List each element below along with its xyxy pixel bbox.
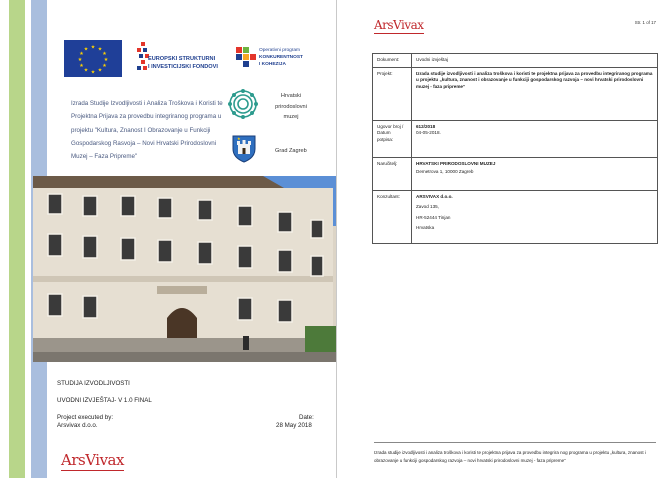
table-row bbox=[373, 67, 658, 120]
executed-by-label: Project executed by: bbox=[57, 414, 114, 421]
table-row bbox=[373, 157, 658, 190]
date-label: Date: bbox=[299, 414, 314, 421]
page-number: Str. 1 of 17 bbox=[634, 20, 656, 25]
svg-text:★: ★ bbox=[237, 136, 241, 141]
green-stripe bbox=[9, 0, 25, 478]
svg-text:★: ★ bbox=[102, 51, 107, 57]
zagreb-coat-of-arms-icon bbox=[232, 135, 256, 163]
table-row bbox=[373, 120, 658, 157]
narucitelj-value: HRVATSKI PRIRODOSLOVNI MUZEJ Demetrova 1, 10000 Zagreb bbox=[412, 157, 658, 190]
op-logo-text: Operativni program KONKURENTNOST I KOHEZIJA bbox=[259, 48, 303, 67]
svg-text:★: ★ bbox=[83, 67, 89, 74]
arsvivax-logo: ArsVivax bbox=[61, 451, 124, 469]
date-value: 28 May 2018 bbox=[276, 422, 312, 429]
svg-text:★: ★ bbox=[77, 57, 83, 63]
museum-logo-icon bbox=[228, 89, 258, 119]
svg-text:★: ★ bbox=[90, 69, 96, 76]
svg-text:★: ★ bbox=[79, 63, 84, 69]
museum-building-photo bbox=[33, 176, 336, 362]
arsvivax-header-logo: ArsVivax bbox=[374, 18, 424, 32]
dokument-label: Dokument: bbox=[373, 54, 412, 68]
cover-title: Izrada Studije Izvodljivosti i Analiza Troškova i Koristi te Projektna Prijava za provedbu integriranog programa u projektu "Kultura, Znanost I Obrazovanje u Funkciji Gospodarskog Rasvoja – Novi Hrvatski Prirodoslovni Muzej – Faza Pripreme" bbox=[71, 100, 223, 161]
zagreb-logo-text: Grad Zagreb bbox=[275, 148, 307, 154]
dokument-value: Uvodni izvještaj bbox=[412, 54, 658, 68]
svg-text:★: ★ bbox=[83, 46, 89, 53]
svg-text:★: ★ bbox=[103, 57, 109, 63]
svg-text:★: ★ bbox=[97, 67, 103, 74]
footer-text: Izrada studije izvodljivosti i analiza troškova i koristi te projektna prijava za provedbu integrira nog programa u projektu „kultura, znanost i obrazovanje u funkciji gospodarskog razvoja – novi hrvatski prirodoslovni muzej - faza pripreme“ bbox=[374, 450, 646, 463]
svg-text:★: ★ bbox=[97, 46, 103, 53]
executed-by-value: Arsvivax d.o.o. bbox=[57, 422, 98, 429]
table-row bbox=[373, 190, 658, 243]
document-info-table bbox=[372, 53, 658, 244]
svg-text:★: ★ bbox=[79, 51, 84, 57]
contract-values: 612/2018 04-05-2018. bbox=[412, 120, 658, 157]
study-title: STUDIJA IZVODLJIVOSTI bbox=[57, 380, 130, 387]
narucitelj-label: Naručitelj: bbox=[373, 157, 412, 190]
projekt-value: Izrada studije izvodljivosti i analiza troškova i koristi te projektna prijava za provedbu integriranog programa u projektu „kultura, znanost i obrazovanje u funkciji gospodarskog razvoja – novi hrvatski prirodoslovni muzej - faza pripreme“ bbox=[412, 67, 658, 120]
contract-labels: Ugovor broj / Datum potpisa: bbox=[373, 120, 412, 157]
museum-logo-text: Hrvatski prirodoslovni muzej bbox=[275, 93, 307, 120]
table-row bbox=[373, 54, 658, 68]
footer-divider bbox=[374, 442, 656, 443]
svg-text:★: ★ bbox=[102, 63, 107, 69]
esf-logo-text: EUROPSKI STRUKTURNI I INVESTICIJSKI FONDOVI bbox=[148, 56, 218, 70]
konzultant-label: Konzultant: bbox=[373, 190, 412, 243]
version-label: UVODNI IZVJEŠTAJ- V 1.0 FINAL bbox=[57, 397, 152, 404]
eu-flag-icon bbox=[64, 40, 122, 77]
svg-text:★: ★ bbox=[90, 44, 96, 51]
konzultant-value: ARSVIVAX d.o.o. Zavod 135, HR-52444 Tinjan Hrvatska bbox=[412, 190, 658, 243]
projekt-label: Projekt: bbox=[373, 67, 412, 120]
